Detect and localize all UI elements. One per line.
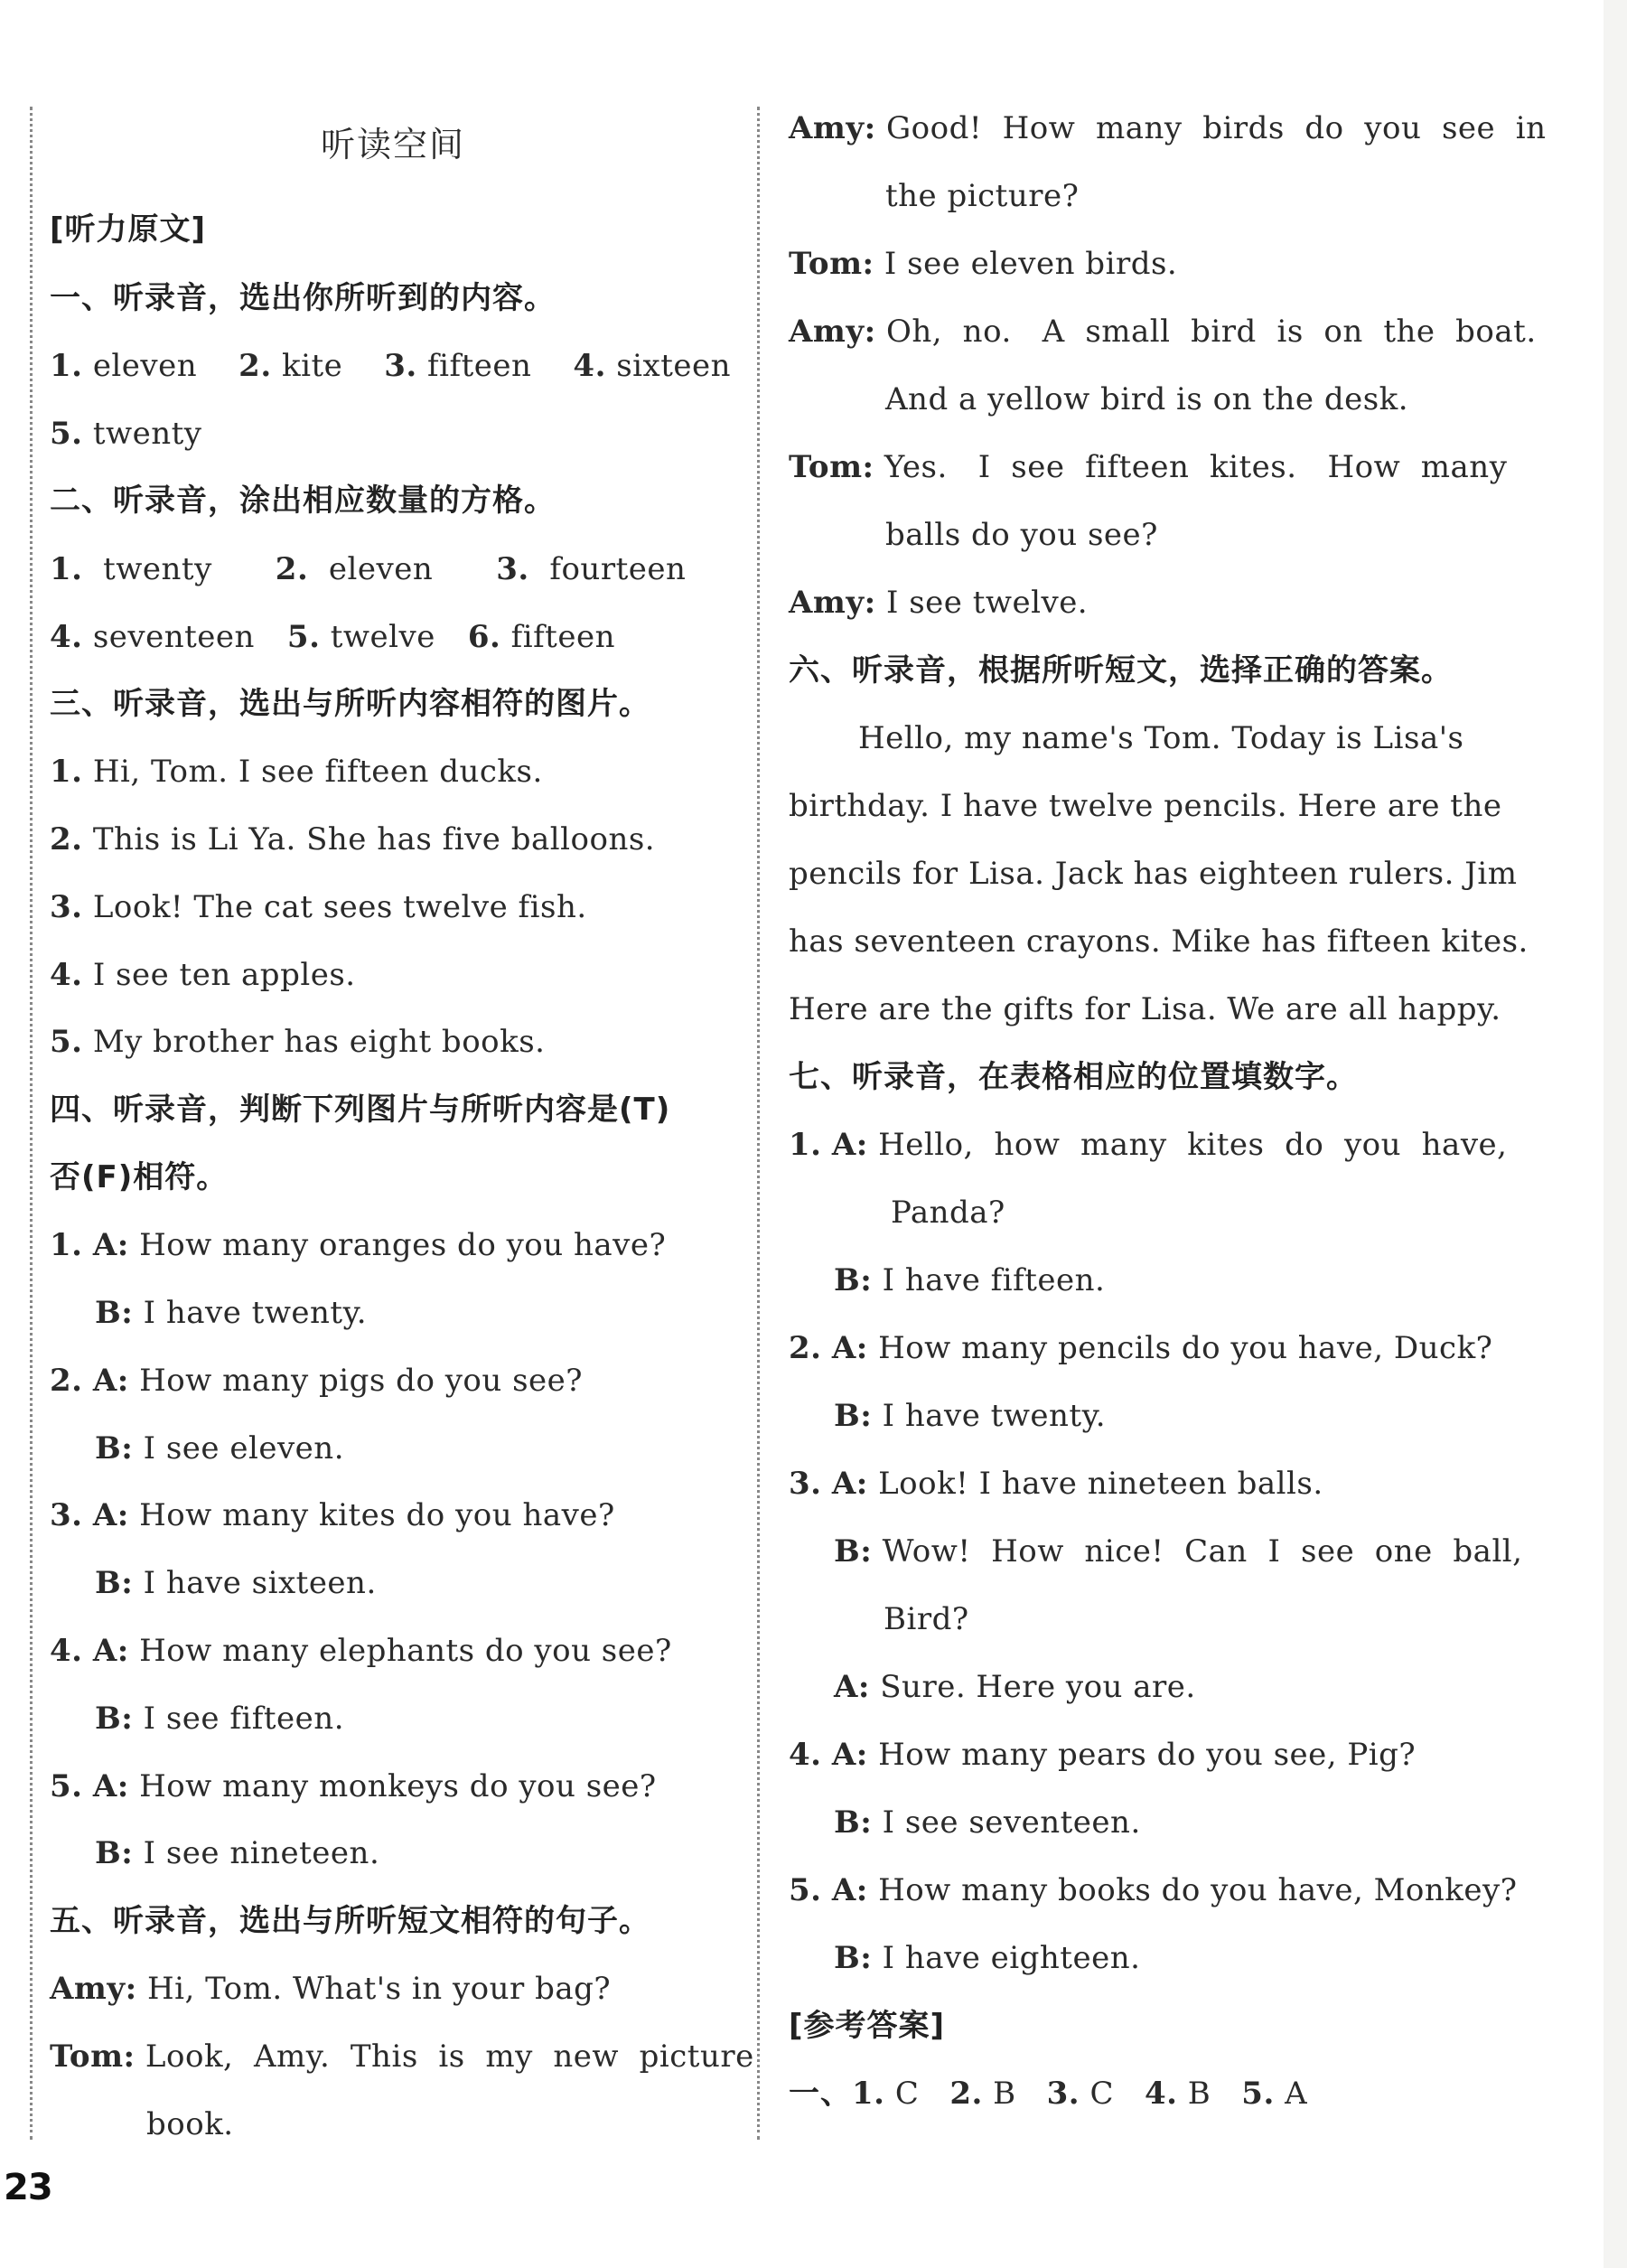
section-4-item-5-b: B: I see nineteen. xyxy=(95,1835,380,1871)
section-4-item-4-a: 4. A: How many elephants do you see? xyxy=(50,1633,672,1669)
dialogue-line: A: Sure. Here you are. xyxy=(834,1669,1196,1705)
answers-heading: [参考答案] xyxy=(789,2008,946,2044)
dialogue-line: B: I have fifteen. xyxy=(834,1262,1106,1298)
passage-line: pencils for Lisa. Jack has eighteen rulers. Jim xyxy=(789,856,1518,892)
dialogue-line: B: I have eighteen. xyxy=(834,1940,1141,1976)
passage-line: Here are the gifts for Lisa. We are all happy. xyxy=(789,991,1501,1027)
page-number: 23 xyxy=(4,2167,52,2208)
section-2-heading: 二、听录音，涂出相应数量的方格。 xyxy=(50,483,556,519)
section-5-heading: 五、听录音，选出与所听短文相符的句子。 xyxy=(50,1903,650,1939)
dialogue-line: Tom: Yes. I see fifteen kites. How many xyxy=(789,449,1508,485)
dialogue-line: 2. A: How many pencils do you have, Duck? xyxy=(789,1330,1493,1366)
section-6-heading: 六、听录音，根据所听短文，选择正确的答案。 xyxy=(789,652,1453,689)
section-4-item-2-a: 2. A: How many pigs do you see? xyxy=(50,1363,584,1399)
dialogue-line: B: I have twenty. xyxy=(834,1398,1107,1434)
page-title: 听读空间 xyxy=(321,125,466,164)
section-1-row-2: 5. twenty xyxy=(50,416,202,452)
column-divider xyxy=(757,107,760,2140)
left-margin-rule xyxy=(30,107,33,2140)
dialogue-line: 5. A: How many books do you have, Monkey? xyxy=(789,1872,1518,1908)
section-4-item-1-a: 1. A: How many oranges do you have? xyxy=(50,1227,667,1263)
passage-line: Hello, my name's Tom. Today is Lisa's xyxy=(858,720,1464,756)
dialogue-line: 1. A: Hello, how many kites do you have, xyxy=(789,1127,1508,1163)
dialogue-line: Bird? xyxy=(884,1601,969,1637)
section-1-row-1: 1. eleven 2. kite 3. fifteen 4. sixteen xyxy=(50,348,732,384)
section-3-item: 4. I see ten apples. xyxy=(50,957,356,993)
section-3-item: 3. Look! The cat sees twelve fish. xyxy=(50,889,587,925)
section-3-item: 2. This is Li Ya. She has five balloons. xyxy=(50,821,656,858)
passage-line: birthday. I have twelve pencils. Here are the xyxy=(789,788,1502,824)
section-4-item-3-a: 3. A: How many kites do you have? xyxy=(50,1497,615,1533)
dialogue-line: book. xyxy=(146,2106,234,2142)
section-3-item: 1. Hi, Tom. I see fifteen ducks. xyxy=(50,754,543,790)
dialogue-line: Amy: Oh, no. A small bird is on the boat. xyxy=(789,314,1537,350)
section-4-item-3-b: B: I have sixteen. xyxy=(95,1565,377,1601)
dialogue-line: B: Wow! How nice! Can I see one ball, xyxy=(834,1533,1523,1570)
section-4-heading-line-1: 四、听录音，判断下列图片与所听内容是(T) xyxy=(50,1092,671,1128)
section-4-item-2-b: B: I see eleven. xyxy=(95,1430,344,1467)
dialogue-line: And a yellow bird is on the desk. xyxy=(885,381,1409,417)
dialogue-line: Tom: I see eleven birds. xyxy=(789,246,1178,282)
dialogue-line: B: I see seventeen. xyxy=(834,1804,1141,1841)
dialogue-line: 3. A: Look! I have nineteen balls. xyxy=(789,1466,1323,1502)
dialogue-line: the picture? xyxy=(885,178,1080,214)
dialogue-line: balls do you see? xyxy=(885,517,1158,553)
section-2-row-2: 4. seventeen 5. twelve 6. fifteen xyxy=(50,619,615,655)
section-3-item: 5. My brother has eight books. xyxy=(50,1024,546,1060)
answers-row: 一、1. C 2. B 3. C 4. B 5. A xyxy=(789,2076,1308,2112)
dialogue-line: 4. A: How many pears do you see, Pig? xyxy=(789,1737,1417,1773)
dialogue-line: Amy: Hi, Tom. What's in your bag? xyxy=(50,1971,612,2007)
section-4-item-1-b: B: I have twenty. xyxy=(95,1295,368,1331)
transcript-heading: [听力原文] xyxy=(50,211,207,248)
dialogue-line: Tom: Look, Amy. This is my new picture xyxy=(50,2038,754,2075)
section-4-item-5-a: 5. A: How many monkeys do you see? xyxy=(50,1768,657,1804)
section-7-heading: 七、听录音，在表格相应的位置填数字。 xyxy=(789,1059,1358,1095)
dialogue-line: Amy: I see twelve. xyxy=(789,585,1089,621)
section-4-heading-line-2: 否(F)相符。 xyxy=(50,1159,229,1195)
section-3-heading: 三、听录音，选出与所听内容相符的图片。 xyxy=(50,686,650,722)
section-1-heading: 一、听录音，选出你所听到的内容。 xyxy=(50,280,556,316)
passage-line: has seventeen crayons. Mike has fifteen kites. xyxy=(789,923,1529,960)
dialogue-line: Panda? xyxy=(891,1195,1005,1231)
section-2-row-1: 1. twenty 2. eleven 3. fourteen xyxy=(50,551,687,587)
dialogue-line: Amy: Good! How many birds do you see in xyxy=(789,110,1547,146)
section-4-item-4-b: B: I see fifteen. xyxy=(95,1701,344,1737)
